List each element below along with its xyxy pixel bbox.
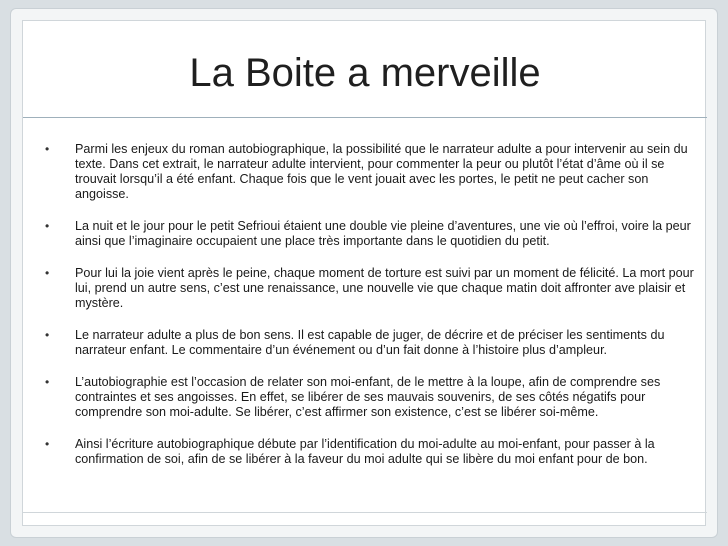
bullet-item — [23, 266, 707, 311]
bullet-icon: • — [45, 142, 50, 156]
bullet-item — [23, 142, 707, 202]
slide — [22, 20, 706, 526]
bullet-text: Parmi les enjeux du roman autobiographique, la possibilité que le narrateur adulte a pour intervenir au sein du texte. Dans cet extrait, le narrateur adulte intervient, pour commenter la peur ou plutôt l’état d’âme où il se trouvait lorsqu’il a été enfant. Chaque fois que le vent jouait avec les portes, le petit ne peut cacher son angoisse. — [75, 142, 688, 201]
bullet-item — [23, 437, 707, 467]
bullet-icon: • — [45, 375, 50, 389]
bullet-text: Pour lui la joie vient après le peine, chaque moment de torture est suivi par un moment de félicité. La mort pour lui, prend un autre sens, c’est une renaissance, une nouvelle vie que chaque matin doit affronter ave plaisir et mystère. — [75, 266, 694, 310]
bullet-icon: • — [45, 219, 50, 233]
bullet-icon: • — [45, 266, 50, 280]
slide-title: La Boite a merveille — [189, 51, 541, 95]
bullet-text: L’autobiographie est l’occasion de relater son moi-enfant, de le mettre à la loupe, afin de comprendre ses contraintes et ses angoisses. En effet, se libérer de ses mauvais souvenirs, de ses côtés négatifs pour comprendre son moi-adulte. Se libérer, c’est affirmer son existence, c’est se libérer soi-même. — [75, 375, 661, 419]
bullet-text: Le narrateur adulte a plus de bon sens. Il est capable de juger, de décrire et de préciser les sentiments du narrateur enfant. Le commentaire d’un événement ou d’un fait donne à l’histoire plus d’ampleur. — [75, 328, 665, 357]
footer-divider — [23, 512, 707, 513]
bullet-icon: • — [45, 328, 50, 342]
bullet-item — [23, 328, 707, 358]
bullet-icon: • — [45, 437, 50, 451]
bullet-list — [23, 142, 707, 484]
bullet-text: La nuit et le jour pour le petit Sefrioui étaient une double vie pleine d’aventures, une vie où l’effroi, voire la peur ainsi que l’imaginaire occupaient une place très importante dans le quotidien du petit. — [75, 219, 691, 248]
bullet-item — [23, 375, 707, 420]
bullet-item — [23, 219, 707, 249]
title-divider — [23, 117, 707, 118]
bullet-text: Ainsi l’écriture autobiographique débute par l’identification du moi-adulte au moi-enfant, pour passer à la confirmation de soi, afin de se libérer à la faveur du moi adulte qui se libère du moi enfant pour de bon. — [75, 437, 655, 466]
